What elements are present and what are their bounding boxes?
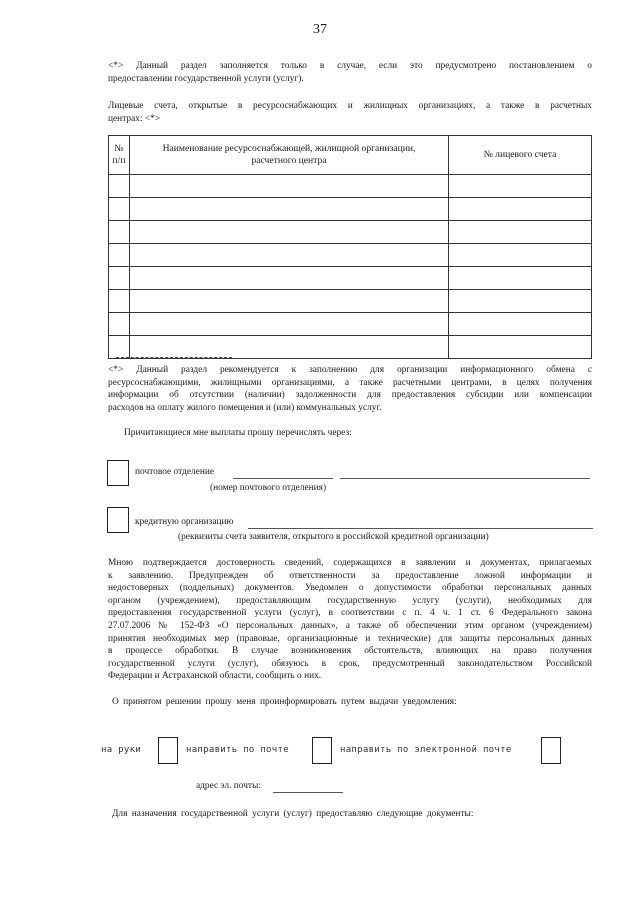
confirmation-paragraph <box>108 557 592 683</box>
post-office-field[interactable] <box>233 478 333 479</box>
credit-org-checkbox[interactable] <box>107 507 129 533</box>
cell-account[interactable] <box>449 221 592 244</box>
cell-number[interactable] <box>109 221 130 244</box>
cell-organization[interactable] <box>130 290 449 313</box>
email-address-label: адрес эл. почты: <box>196 781 261 791</box>
confirmation-line: принятия необходимых мер (правовые, организационные и технические) для защиты персональных данных <box>108 633 592 644</box>
cell-account[interactable] <box>449 267 592 290</box>
accounts-intro <box>108 100 592 125</box>
option-hand-label: на руки <box>101 745 142 755</box>
table-row <box>109 198 592 221</box>
confirmation-line: к заявлению. Предупрежден об ответственности за предоставление ложной информации и <box>108 570 592 581</box>
table-row <box>109 175 592 198</box>
table-row <box>109 267 592 290</box>
cell-organization[interactable] <box>130 313 449 336</box>
table-row <box>109 313 592 336</box>
header-organization-line: Наименование ресурсоснабжающей, жилищной организации, <box>162 143 416 154</box>
cell-number[interactable] <box>109 175 130 198</box>
cell-number[interactable] <box>109 290 130 313</box>
cell-organization[interactable] <box>130 175 449 198</box>
post-office-checkbox[interactable] <box>107 460 129 486</box>
footnote-line: предоставлении государственной услуги (услуг). <box>108 73 304 84</box>
cell-organization[interactable] <box>130 221 449 244</box>
header-number <box>109 136 130 175</box>
option-email-label: направить по электронной почте <box>340 745 512 755</box>
option-email-checkbox[interactable] <box>541 737 561 764</box>
cell-account[interactable] <box>449 290 592 313</box>
accounts-intro-line: Лицевые счета, открытые в ресурсоснабжающих и жилищных организациях, а также в расчетных <box>108 101 592 111</box>
footnote-line: <*> Данный раздел рекомендуется к заполнению для организации информационного обмена с <box>108 365 592 375</box>
credit-org-hint: (реквизиты счета заявителя, открытого в российской кредитной организации) <box>178 532 489 542</box>
post-office-hint: (номер почтового отделения) <box>210 483 327 493</box>
confirmation-line: Мною подтверждается достоверность сведений, содержащихся в заявлении и документах, прилагаемых <box>108 558 592 568</box>
documents-intro: Для назначения государственной услуги (услуг) предоставляю следующие документы: <box>112 809 474 819</box>
page-number: 37 <box>313 22 327 37</box>
cell-account[interactable] <box>449 198 592 221</box>
accounts-intro-line: центрах: <*> <box>108 113 161 124</box>
credit-org-field[interactable] <box>248 528 593 529</box>
header-number-line: п/п <box>112 155 126 166</box>
table-row <box>109 221 592 244</box>
footnote-line: ресурсоснабжающими, жилищными организациями, а также расчетными центрами, в целях получения <box>108 377 592 388</box>
cell-account[interactable] <box>449 244 592 267</box>
post-office-field-ext[interactable] <box>340 478 590 479</box>
footnote-section-note <box>108 60 592 85</box>
cell-account[interactable] <box>449 175 592 198</box>
cell-number[interactable] <box>109 244 130 267</box>
cell-organization[interactable] <box>130 267 449 290</box>
header-account-number: № лицевого счета <box>449 136 592 175</box>
confirmation-line: недостоверных (поддельных) документов. Уведомлен о допустимости обработки персональных данных <box>108 583 592 594</box>
footnote-separator <box>116 357 232 358</box>
confirmation-line: органом (учреждением), предоставляющим государственную услугу (услуги), необходимых для <box>108 595 592 606</box>
cell-number[interactable] <box>109 313 130 336</box>
confirmation-line: Федерации и Астраханской области, сообщить о них. <box>108 671 322 682</box>
cell-account[interactable] <box>449 336 592 359</box>
cell-number[interactable] <box>109 336 130 359</box>
cell-account[interactable] <box>449 313 592 336</box>
cell-organization[interactable] <box>130 336 449 359</box>
email-address-field[interactable] <box>273 792 343 793</box>
option-mail-checkbox[interactable] <box>312 737 332 764</box>
footnote-line: <*> Данный раздел заполняется только в случае, если это предусмотрено постановлением о <box>108 61 592 71</box>
confirmation-line: 27.07.2006 № 152-ФЗ «О персональных данных», а также об обеспечении этим органом (учреждением) <box>108 620 592 631</box>
table-row <box>109 336 592 359</box>
footnote-info-exchange <box>108 364 592 414</box>
table-header-row <box>109 136 592 175</box>
header-number-line: № <box>114 143 124 154</box>
cell-organization[interactable] <box>130 198 449 221</box>
footnote-line: расходов на оплату жилого помещения и (или) коммунальных услуг. <box>108 402 382 413</box>
table-row <box>109 244 592 267</box>
confirmation-line: в процессе обработки. В случае возникновения обстоятельств, влияющих на право получения <box>108 646 592 657</box>
table-row <box>109 290 592 313</box>
header-organization-line: расчетного центра <box>251 155 327 166</box>
header-organization <box>130 136 449 175</box>
cell-number[interactable] <box>109 198 130 221</box>
confirmation-line: предоставления государственной услуги (услуг), в соответствии с п. 4 ч. 1 ст. 6 Федерального закона <box>108 608 592 619</box>
footnote-line: информации об отсутствии (наличии) задолженности для предоставления субсидии или компенсации <box>108 390 592 401</box>
option-hand-checkbox[interactable] <box>158 737 178 764</box>
credit-org-label: кредитную организацию <box>135 517 234 527</box>
payments-intro: Причитающиеся мне выплаты прошу перечислять через: <box>124 428 352 438</box>
cell-number[interactable] <box>109 267 130 290</box>
accounts-table <box>108 135 592 359</box>
notification-intro: О принятом решении прошу меня проинформировать путем выдачи уведомления: <box>112 697 457 707</box>
confirmation-line: государственной услуги (услуг), обязуюсь в срок, предусмотренный законодательством Российской <box>108 658 592 669</box>
post-office-label: почтовое отделение <box>135 467 215 477</box>
option-mail-label: направить по почте <box>186 745 289 755</box>
cell-organization[interactable] <box>130 244 449 267</box>
